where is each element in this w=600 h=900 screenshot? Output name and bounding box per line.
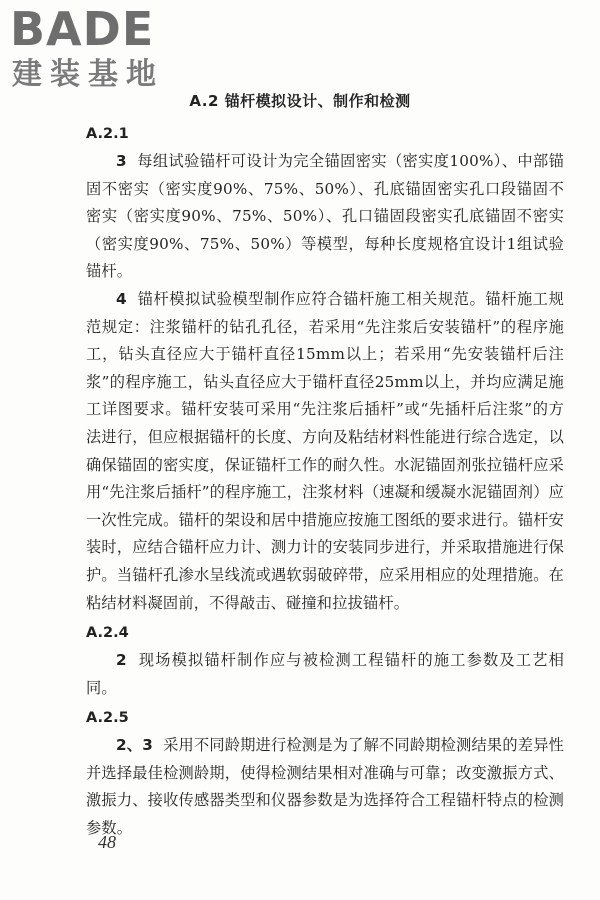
page-number: 48 — [98, 832, 116, 852]
paragraph-text: 锚杆模拟试验模型制作应符合锚杆施工相关规范。锚杆施工规范规定：注浆锚杆的钻孔孔径，若采用“先注浆后安装锚杆”的程序施工，钻头直径应大于锚杆直径15mm以上；若采用“先安装锚杆后注浆”的程序施工，钻头直径应大于锚杆直径25mm以上，并均应满足施工详图要求。锚杆安装可采用“先注浆后插杆”或“先插杆后注浆”的方法进行，但应根据锚杆的长度、方向及粘结材料性能进行综合选定，以确保锚固的密实度，保证锚杆工作的耐久性。水泥锚固剂张拉锚杆应采用“先注浆后插杆”的程序施工，注浆材料（速凝和缓凝水泥锚固剂）应一次性完成。锚杆的架设和居中措施应按施工图纸的要求进行。锚杆安装时，应结合锚杆应力计、测力计的安装同步进行，并采取措施进行保护。当锚杆孔渗水呈线流或遇软弱破碎带，应采用相应的处理措施。在粘结材料凝固前，不得敲击、碰撞和拉拔锚杆。 — [86, 289, 564, 612]
item-number: 2 — [116, 651, 127, 670]
item-number: 3 — [116, 152, 127, 170]
paragraph-text: 现场模拟锚杆制作应与被检测工程锚杆的施工参数及工艺相同。 — [86, 651, 564, 697]
section-title: A.2 锚杆模拟设计、制作和检测 — [189, 92, 411, 110]
paragraph — [86, 286, 564, 617]
clause-heading: A.2.4 — [86, 625, 129, 642]
paragraph — [86, 148, 564, 286]
logo — [10, 4, 180, 94]
paragraph-text: 每组试验锚杆可设计为完全锚固密实（密实度100%）、中部锚固不密实（密实度90%、75%、50%）、孔底锚固密实孔口段锚固不密实（密实度90%、75%、50%）、孔口锚固段密实孔底锚固不密实（密实度90%、75%、50%）等模型，每种长度规格宜设计1组试验锚杆。 — [86, 152, 564, 281]
document-body — [86, 118, 564, 843]
paragraph-text: 采用不同龄期进行检测是为了解不同龄期检测结果的差异性并选择最佳检测龄期，使得检测结果相对准确与可靠；改变激振方式、激振力、接收传感器类型和仪器参数是为选择符合工程锚杆特点的检测参数。 — [86, 736, 564, 838]
paragraph — [86, 647, 564, 702]
logo-subtitle: 建装基地 — [12, 57, 164, 92]
logo-wordmark: BADE — [10, 2, 155, 56]
clause-heading: A.2.5 — [86, 710, 129, 727]
item-number: 2、3 — [116, 736, 153, 755]
clause-heading: A.2.1 — [86, 126, 129, 142]
paragraph — [86, 732, 564, 842]
item-number: 4 — [116, 289, 127, 308]
